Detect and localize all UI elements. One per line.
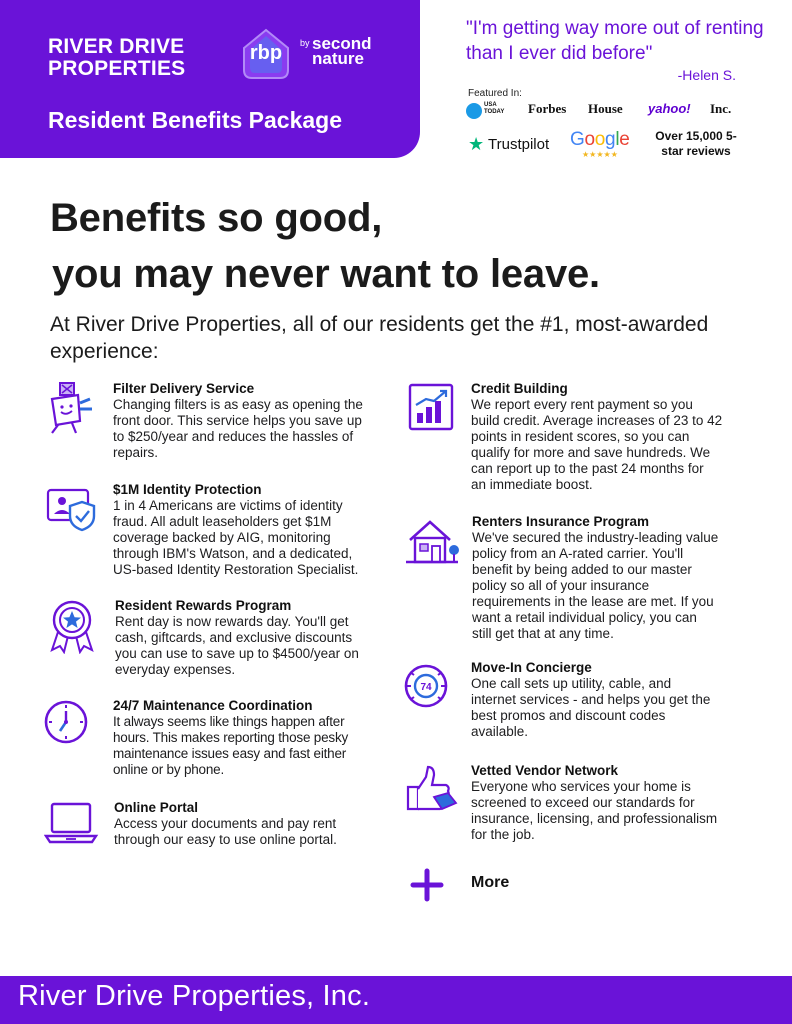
plus-icon: [410, 868, 444, 902]
benefit-resident-rewards: [44, 598, 394, 688]
benefit-line: Rent day is now rewards day. You'll get: [115, 614, 349, 629]
id-shield-icon: [44, 482, 100, 538]
benefit-maintenance: [44, 698, 394, 788]
usa-today-logo-icon: [466, 103, 482, 119]
more-label: More: [471, 874, 510, 891]
benefit-title: 24/7 Maintenance Coordination: [113, 698, 313, 713]
benefit-description: [471, 676, 710, 740]
testimonial-quote: "I'm getting way more out of renting than I ever did before": [466, 18, 764, 64]
featured-label: Featured In:: [468, 88, 522, 99]
rbp-badge-text: rbp: [249, 42, 283, 64]
benefit-description: [115, 614, 359, 678]
benefit-title: Online Portal: [114, 800, 199, 815]
benefit-title: $1M Identity Protection: [113, 482, 262, 497]
trustpilot-logo: [468, 135, 558, 155]
benefit-line: build credit. Average increases of 23 to 42: [471, 413, 723, 428]
benefit-line: still get that at any time.: [472, 626, 614, 641]
benefit-line: coverage backed by AIG, monitoring: [113, 530, 331, 545]
benefit-line: can report up to the past 24 months for: [471, 461, 704, 476]
house-logo: House: [588, 101, 623, 116]
house-icon: [404, 514, 460, 570]
package-title: Resident Benefits Package: [48, 107, 343, 133]
benefit-move-in-concierge: [404, 660, 764, 748]
reviews-count: Over 15,000 5-star reviews: [655, 129, 737, 158]
thumbs-up-icon: [404, 763, 460, 819]
benefit-line: policy from an A-rated carrier. You'll: [472, 546, 684, 561]
yahoo-logo: yahoo!: [648, 101, 691, 116]
benefit-line: online or by phone.: [113, 762, 225, 777]
benefit-line: maintenance issues easy and fast either: [113, 746, 347, 761]
trustpilot-star-icon: ★: [468, 134, 485, 155]
benefit-line: US-based Identity Restoration Specialist.: [113, 562, 359, 577]
benefit-description: [113, 498, 358, 578]
inc-logo: Inc.: [710, 101, 732, 116]
benefit-description: [114, 816, 337, 848]
benefit-identity-protection: [44, 482, 394, 582]
headline: [50, 190, 770, 302]
benefit-line: screened to exceed our standards for: [471, 795, 695, 810]
benefit-title: Filter Delivery Service: [113, 381, 255, 396]
usa-today-logo: USA TODAY: [484, 102, 505, 115]
benefit-line: policy so all of your insurance: [472, 578, 650, 593]
benefit-line: 1 in 4 Americans are victims of identity: [113, 498, 343, 513]
forbes-logo: Forbes: [528, 101, 567, 116]
benefit-line: fraud. All adult leaseholders get $1M: [113, 514, 332, 529]
headline-line-1: Benefits so good,: [50, 196, 383, 240]
benefit-line: One call sets up utility, cable, and: [471, 676, 672, 691]
benefit-line: Everyone who services your home is: [471, 779, 691, 794]
benefit-line: for the job.: [471, 827, 535, 842]
google-logo: [570, 129, 632, 161]
thermostat-icon: [404, 660, 460, 716]
benefit-line: repairs.: [113, 445, 159, 460]
benefit-line: insurance, licensing, and professionalism: [471, 811, 718, 826]
benefit-line: available.: [471, 724, 529, 739]
testimonial-author: -Helen S.: [677, 67, 736, 83]
benefit-line: front door. This service helps you save up: [113, 413, 362, 428]
benefit-line: hours. This makes reporting those pesky: [113, 730, 349, 745]
benefit-line: through IBM's Watson, and a dedicated,: [113, 546, 353, 561]
benefit-title: Resident Rewards Program: [115, 598, 292, 613]
benefit-vetted-vendor: [404, 763, 764, 851]
benefit-description: [471, 779, 717, 843]
benefit-title: Vetted Vendor Network: [471, 763, 619, 778]
benefit-line: qualify for more and save hundreds. We: [471, 445, 711, 460]
benefit-description: [113, 714, 348, 778]
benefit-description: [472, 530, 718, 642]
headline-line-2: you may never want to leave.: [52, 252, 600, 296]
benefit-line: benefit by being added to our master: [472, 562, 692, 577]
bar-chart-icon: [404, 381, 460, 437]
benefit-title: Credit Building: [471, 381, 568, 396]
trustpilot-text: Trustpilot: [488, 136, 550, 153]
clock-icon: [44, 698, 100, 754]
benefit-line: Changing filters is as easy as opening the: [113, 397, 363, 412]
benefit-online-portal: [44, 800, 394, 860]
google-text: Google: [570, 129, 630, 150]
benefit-line: We've secured the industry-leading value: [472, 530, 719, 545]
benefit-title: Move-In Concierge: [471, 660, 592, 675]
benefit-line: requirements in the lease are met. If you: [472, 594, 714, 609]
benefit-description: [471, 397, 722, 493]
benefit-line: Access your documents and pay rent: [114, 816, 337, 831]
logo-by: by: [300, 38, 310, 48]
benefit-description: [113, 397, 363, 461]
benefit-filter-delivery: [44, 381, 394, 471]
benefit-line: cash, giftcards, and exclusive discounts: [115, 630, 353, 645]
benefit-line: you can use to save up to $4500/year on: [115, 646, 359, 661]
benefit-line: We report every rent payment so you: [471, 397, 693, 412]
brand-name: RIVER DRIVE PROPERTIES: [48, 35, 186, 80]
logo-second-nature: second nature: [312, 34, 372, 68]
benefit-line: to $250/year and reduces the hassles of: [113, 429, 354, 444]
benefit-renters-insurance: [404, 514, 764, 642]
benefit-line: want a retail individual policy, you can: [472, 610, 697, 625]
benefit-line: internet services - and helps you get the: [471, 692, 711, 707]
benefit-line: an immediate boost.: [471, 477, 593, 492]
footer-company: River Drive Properties, Inc.: [18, 980, 371, 1012]
benefit-credit-building: [404, 381, 764, 493]
award-badge-icon: [44, 598, 100, 654]
benefit-line: It always seems like things happen after: [113, 714, 345, 729]
benefit-line: points in resident scores, so you can: [471, 429, 690, 444]
benefit-line: best promos and discount codes: [471, 708, 666, 723]
google-stars-icon: ★★★★★: [582, 150, 618, 159]
featured-logos: [466, 101, 746, 121]
rbp-second-nature-logo: [236, 26, 376, 82]
benefit-title: Renters Insurance Program: [472, 514, 650, 529]
benefit-line: everyday expenses.: [115, 662, 236, 677]
intro-text: At River Drive Properties, all of our residents get the #1, most-awarded experience:: [50, 313, 709, 363]
thermostat-value: 74: [420, 682, 432, 693]
laptop-icon: [44, 800, 100, 856]
benefit-line: through our easy to use online portal.: [114, 832, 337, 847]
filter-box-icon: [44, 381, 100, 437]
